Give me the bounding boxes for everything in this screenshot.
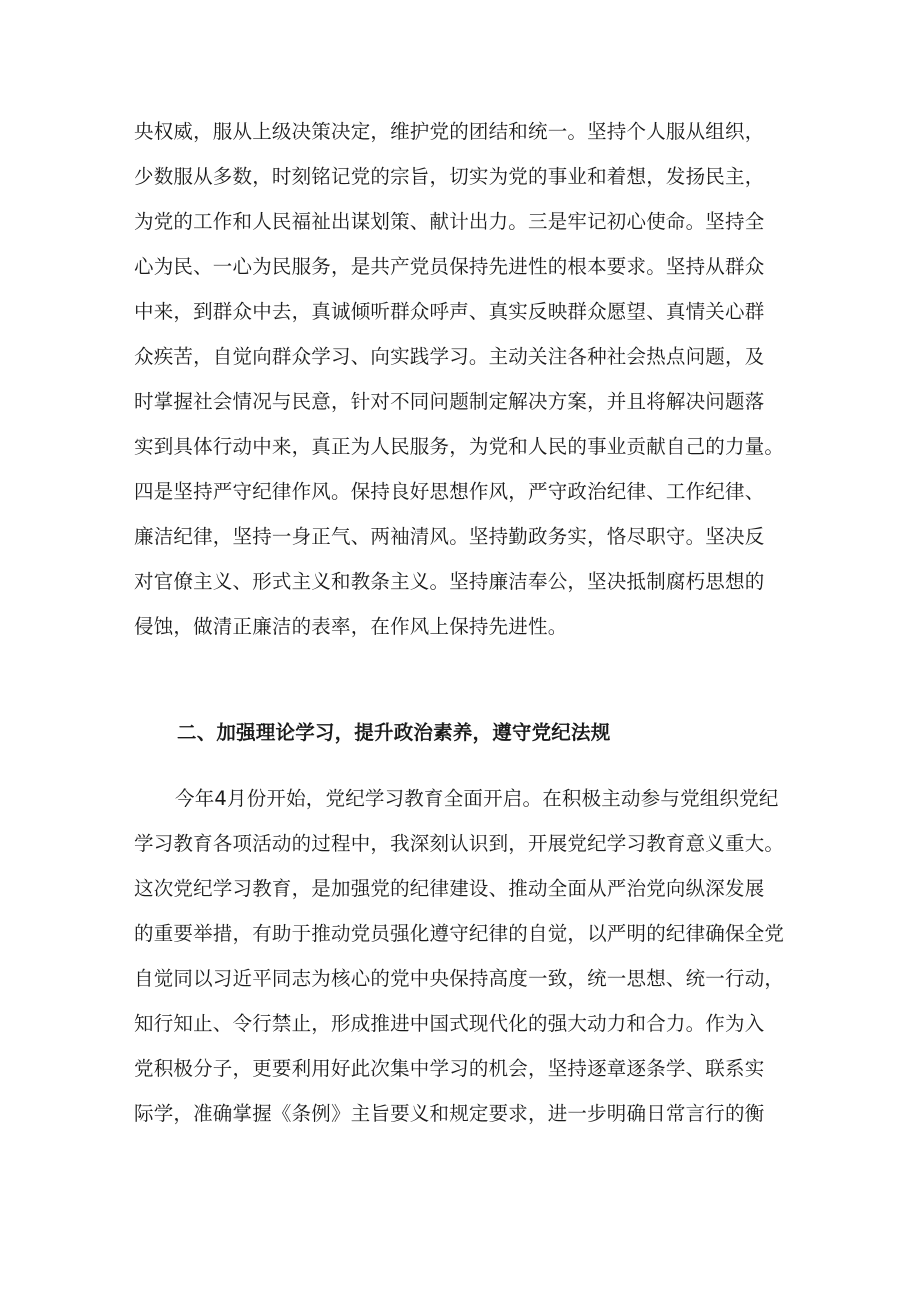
paragraph-2 <box>134 776 798 1136</box>
text-line: 党积极分子，更要利用好此次集中学习的机会，坚持逐章逐条学、联系实 <box>134 1057 765 1080</box>
text-line: 时掌握社会情况与民意，针对不同问题制定解决方案，并且将解决问题落 <box>134 390 765 413</box>
text-line: 实到具体行动中来，真正为人民服务，为党和人民的事业贡献自己的力量。 <box>134 435 785 458</box>
text-line: 自觉同以习近平同志为核心的党中央保持高度一致，统一思想、统一行动， <box>134 967 785 990</box>
text-line: 这次党纪学习教育，是加强党的纪律建设、推动全面从严治党向纵深发展 <box>134 877 765 900</box>
text-line: 对官僚主义、形式主义和教条主义。坚持廉洁奉公，坚决抵制腐朽思想的 <box>134 570 765 593</box>
text-line: 少数服从多数，时刻铭记党的宗旨，切实为党的事业和着想，发扬民主， <box>134 165 765 188</box>
text-line: 心为民、一心为民服务，是共产党员保持先进性的根本要求。坚持从群众 <box>134 255 765 278</box>
text-line: 学习教育各项活动的过程中，我深刻认识到，开展党纪学习教育意义重大。 <box>134 832 785 855</box>
text-line: 央权威，服从上级决策决定，维护党的团结和统一。坚持个人服从组织， <box>134 120 765 143</box>
text-line: 为党的工作和人民福祉出谋划策、献计出力。三是牢记初心使命。坚持全 <box>134 210 765 233</box>
text-line: 的重要举措，有助于推动党员强化遵守纪律的自觉，以严明的纪律确保全党 <box>134 922 785 945</box>
text-line: 侵蚀，做清正廉洁的表率，在作风上保持先进性。 <box>134 615 568 638</box>
text-line: 知行知止、令行禁止，形成推进中国式现代化的强大动力和合力。作为入 <box>134 1012 765 1035</box>
text-line: 众疾苦，自觉向群众学习、向实践学习。主动关注各种社会热点问题，及 <box>134 345 765 368</box>
text-line: 中来，到群众中去，真诚倾听群众呼声、真实反映群众愿望、真情关心群 <box>134 300 765 323</box>
text-line: 际学，准确掌握《条例》主旨要义和规定要求，进一步明确日常言行的衡 <box>134 1102 765 1125</box>
section-heading: 二、加强理论学习，提升政治素养，遵守党纪法规 <box>177 721 611 744</box>
text-line: 今年4月份开始，党纪学习教育全面开启。在积极主动参与党组织党纪 <box>175 787 779 810</box>
text-line: 廉洁纪律，坚持一身正气、两袖清风。坚持勤政务实，恪尽职守。坚决反 <box>134 525 765 548</box>
text-line: 四是坚持严守纪律作风。保持良好思想作风，严守政治纪律、工作纪律、 <box>134 480 765 503</box>
paragraph-continued <box>134 109 798 649</box>
